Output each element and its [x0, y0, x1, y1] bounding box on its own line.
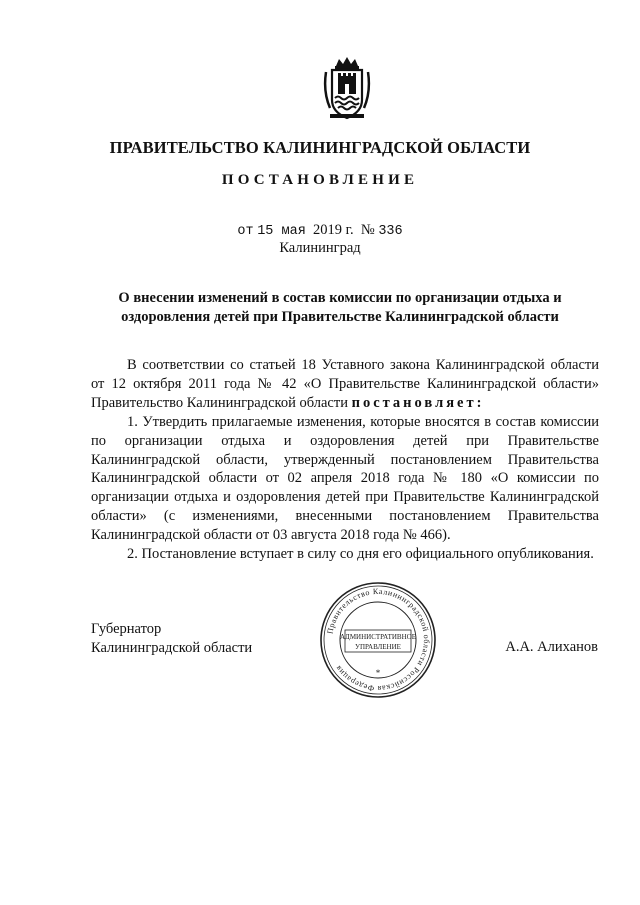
date-prefix: от — [237, 224, 254, 239]
document-type: ПОСТАНОВЛЕНИЕ — [221, 172, 419, 188]
signatory-name: А.А. Алиханов — [505, 639, 598, 655]
city: Калининград — [279, 240, 361, 256]
signatory-title-line2: Калининградской области — [91, 640, 253, 656]
seal-center-line1: АДМИНИСТРАТИВНОЕ — [340, 633, 416, 641]
official-seal-stamp — [318, 580, 438, 700]
coat-of-arms-emblem — [322, 56, 372, 122]
item-2: 2. Постановление вступает в силу со дня его официального опубликования. — [127, 546, 594, 563]
seal-star-icon: * — [375, 668, 381, 678]
date-year: 2019 г. — [313, 222, 354, 238]
number-label: № — [360, 222, 375, 238]
document-number: 336 — [378, 224, 403, 239]
document-subject: О внесении изменений в состав комиссии по организации отдыха и оздоровления детей при Правительстве Калининградской области — [118, 290, 562, 325]
date-value: 15 мая — [257, 224, 306, 239]
decree-word: постановляет: — [351, 394, 485, 411]
signatory-title — [91, 620, 252, 658]
document-body — [91, 356, 599, 564]
item-1: 1. Утвердить прилагаемые изменения, которые вносятся в состав комиссии по организации отдыха и оздоровления детей при Правительстве Калининградской области, утвержденный постановлением Правительства Калининградской области от 02 апреля 2018 года № 180 «О комиссии по организации отдыха и оздоровления детей при Правительстве Калининградской области» (с изменениями, внесенными постановлением Правительства Калининградской области от 03 августа 2018 года № 466). — [91, 413, 599, 544]
date-number-line — [0, 222, 640, 239]
seal-center-line2: УПРАВЛЕНИЕ — [355, 643, 401, 651]
preamble-text: В соответствии со статьей 18 Уставного закона Калининградской области от 12 октября 2011 года № 42 «О Правительстве Калининградской области» Правительство Калининградской области — [91, 357, 599, 411]
preamble-paragraph — [91, 356, 599, 413]
signatory-title-line1: Губернатор — [91, 621, 162, 637]
seal-ring-text: Правительство Калининградской области Российская Федерация — [325, 586, 432, 694]
government-title: ПРАВИТЕЛЬСТВО КАЛИНИНГРАДСКОЙ ОБЛАСТИ — [109, 138, 531, 157]
